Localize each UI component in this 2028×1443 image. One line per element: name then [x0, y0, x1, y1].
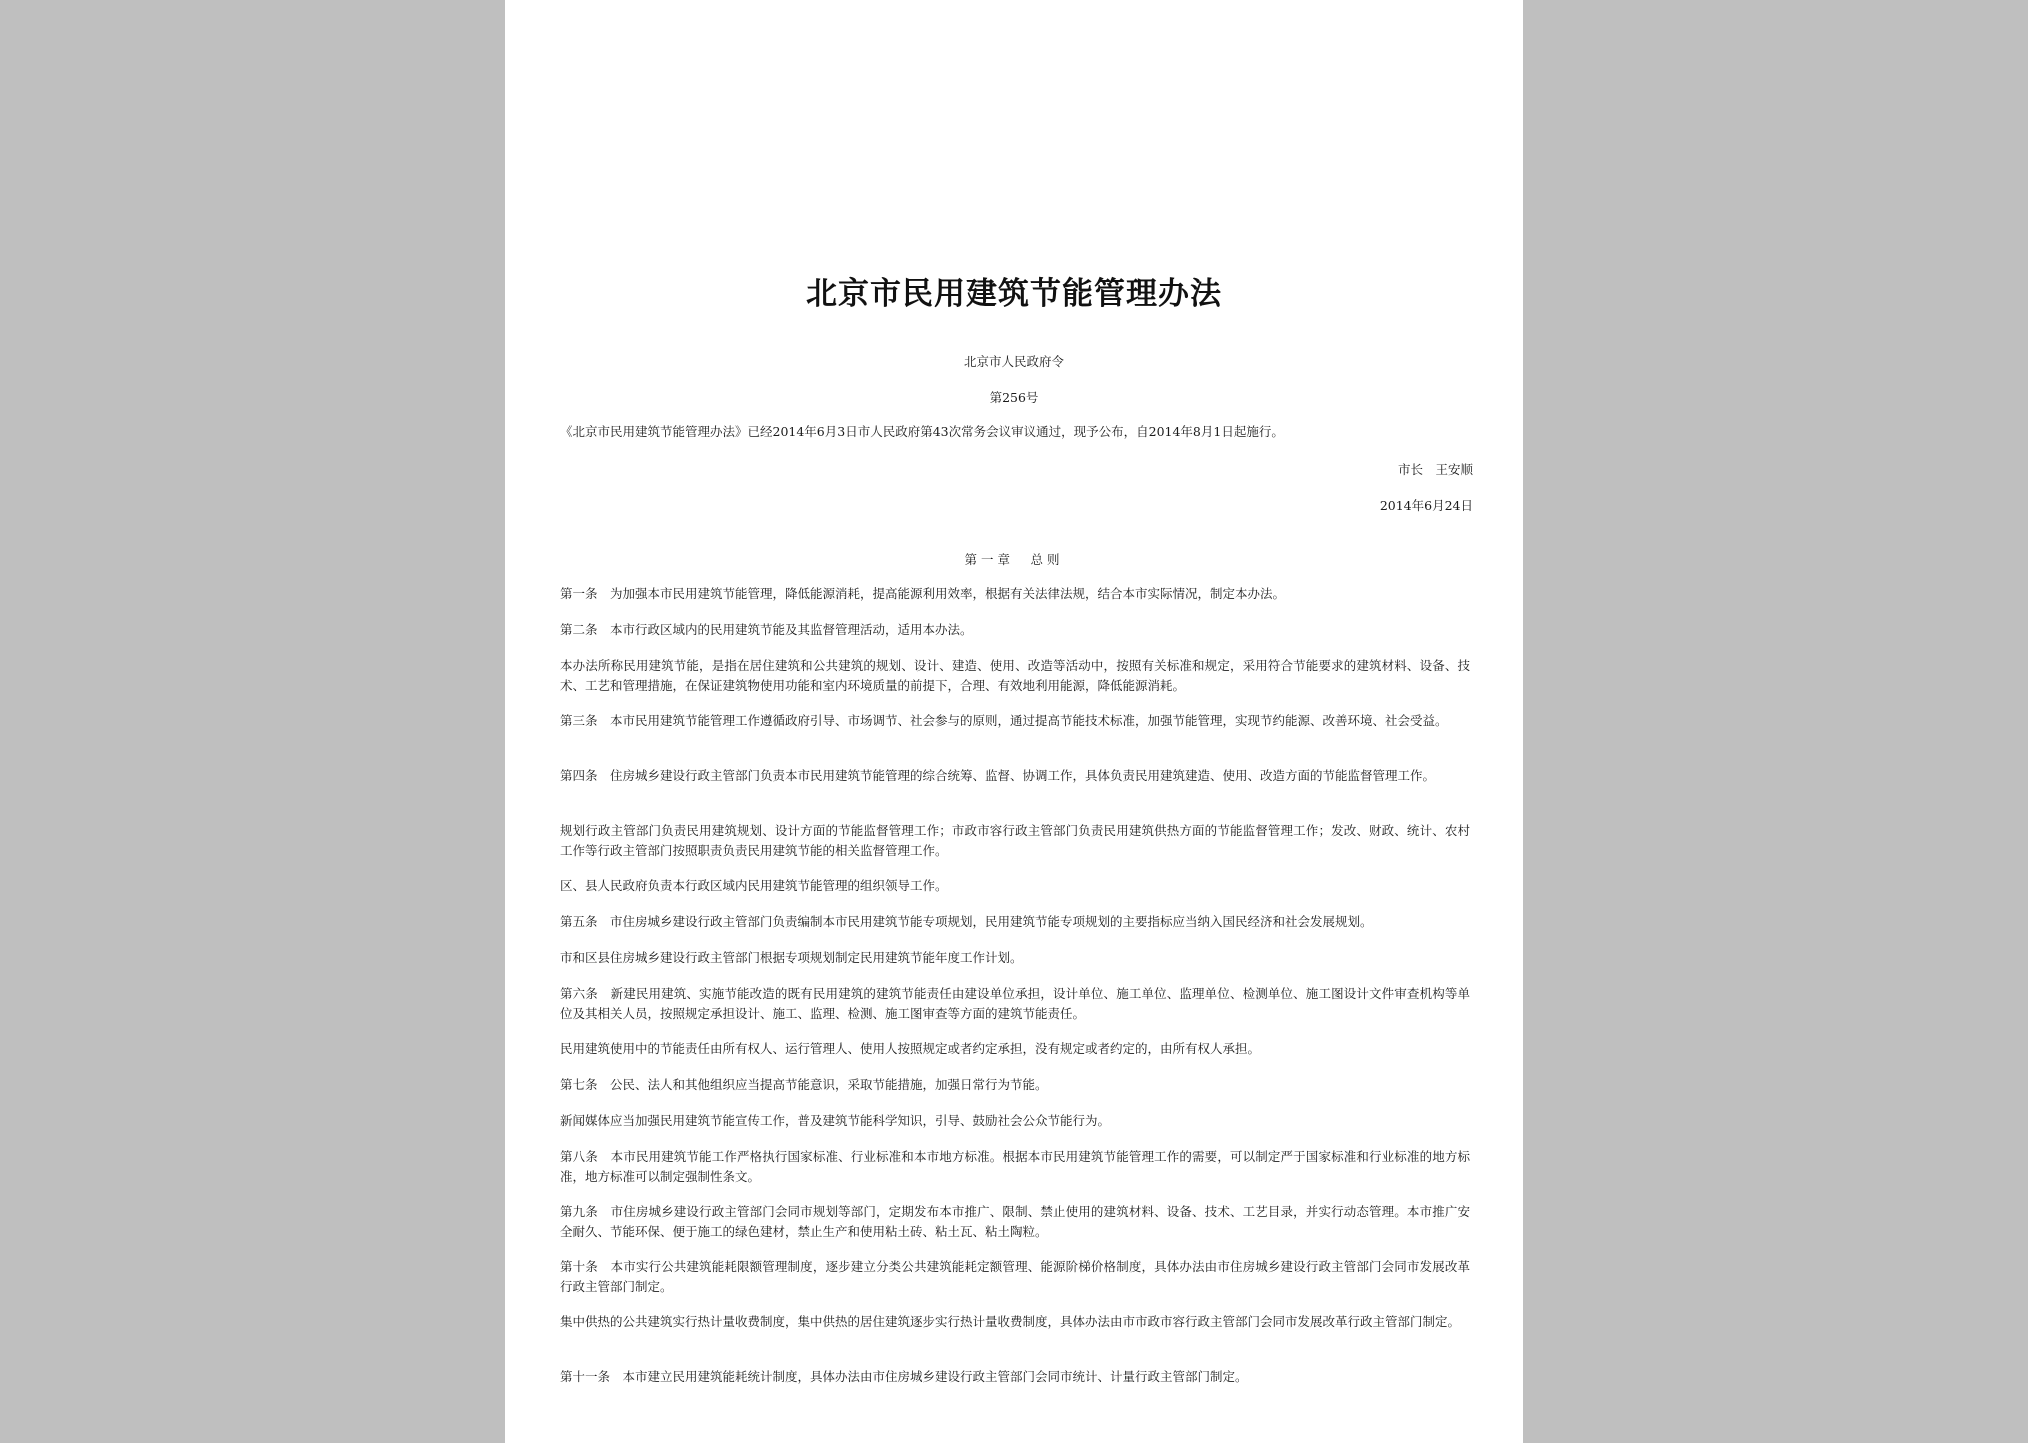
article-paragraph: 第八条 本市民用建筑节能工作严格执行国家标准、行业标准和本市地方标准。根据本市民用建筑节能管理工作的需要，可以制定严于国家标准和行业标准的地方标准，地方标准可以制定强制性条文。	[560, 1149, 1470, 1184]
article-paragraph: 第六条 新建民用建筑、实施节能改造的既有民用建筑的建筑节能责任由建设单位承担，设计单位、施工单位、监理单位、检测单位、施工图设计文件审查机构等单位及其相关人员，按照规定承担设计、施工、监理、检测、施工图审查等方面的建筑节能责任。	[560, 986, 1470, 1021]
article-paragraph: 民用建筑使用中的节能责任由所有权人、运行管理人、使用人按照规定或者约定承担，没有规定或者约定的，由所有权人承担。	[560, 1041, 1261, 1056]
article-paragraph: 市和区县住房城乡建设行政主管部门根据专项规划制定民用建筑节能年度工作计划。	[560, 950, 1023, 965]
article-paragraph: 第三条 本市民用建筑节能管理工作遵循政府引导、市场调节、社会参与的原则，通过提高节能技术标准，加强节能管理，实现节约能源、改善环境、社会受益。	[560, 713, 1448, 728]
order-number: 第256号	[989, 390, 1039, 405]
chapter-heading: 第一章 总则	[964, 552, 1064, 567]
article-paragraph: 规划行政主管部门负责民用建筑规划、设计方面的节能监督管理工作；市政市容行政主管部门负责民用建筑供热方面的节能监督管理工作；发改、财政、统计、农村工作等行政主管部门按照职责负责民用建筑节能的相关监督管理工作。	[560, 823, 1470, 858]
article-paragraph: 第十一条 本市建立民用建筑能耗统计制度，具体办法由市住房城乡建设行政主管部门会同市统计、计量行政主管部门制定。	[560, 1369, 1248, 1384]
article-paragraph: 本办法所称民用建筑节能，是指在居住建筑和公共建筑的规划、设计、建造、使用、改造等活动中，按照有关标准和规定，采用符合节能要求的建筑材料、设备、技术、工艺和管理措施，在保证建筑物使用功能和室内环境质量的前提下，合理、有效地利用能源，降低能源消耗。	[560, 658, 1470, 693]
article-paragraph: 第五条 市住房城乡建设行政主管部门负责编制本市民用建筑节能专项规划，民用建筑节能专项规划的主要指标应当纳入国民经济和社会发展规划。	[560, 914, 1373, 929]
article-paragraph: 第四条 住房城乡建设行政主管部门负责本市民用建筑节能管理的综合统筹、监督、协调工作，具体负责民用建筑建造、使用、改造方面的节能监督管理工作。	[560, 768, 1436, 783]
article-paragraph: 第七条 公民、法人和其他组织应当提高节能意识，采取节能措施，加强日常行为节能。	[560, 1077, 1048, 1092]
document-title: 北京市民用建筑节能管理办法	[806, 276, 1222, 312]
article-paragraph: 新闻媒体应当加强民用建筑节能宣传工作，普及建筑节能科学知识，引导、鼓励社会公众节能行为。	[560, 1113, 1111, 1128]
date-line: 2014年6月24日	[1379, 498, 1473, 513]
promulgation-paragraph: 《北京市民用建筑节能管理办法》已经2014年6月3日市人民政府第43次常务会议审议通过，现予公布，自2014年8月1日起施行。	[560, 424, 1284, 439]
article-paragraph: 集中供热的公共建筑实行热计量收费制度，集中供热的居住建筑逐步实行热计量收费制度，具体办法由市市政市容行政主管部门会同市发展改革行政主管部门制定。	[560, 1314, 1461, 1329]
article-paragraph: 第十条 本市实行公共建筑能耗限额管理制度，逐步建立分类公共建筑能耗定额管理、能源阶梯价格制度，具体办法由市住房城乡建设行政主管部门会同市发展改革行政主管部门制定。	[560, 1259, 1470, 1294]
document-page	[505, 0, 1523, 1443]
article-paragraph: 第九条 市住房城乡建设行政主管部门会同市规划等部门，定期发布本市推广、限制、禁止使用的建筑材料、设备、技术、工艺目录，并实行动态管理。本市推广安全耐久、节能环保、便于施工的绿色建材，禁止生产和使用粘土砖、粘土瓦、粘土陶粒。	[560, 1204, 1470, 1239]
article-paragraph: 第二条 本市行政区域内的民用建筑节能及其监督管理活动，适用本办法。	[560, 622, 973, 637]
issuer-line: 北京市人民政府令	[963, 354, 1064, 369]
article-paragraph: 第一条 为加强本市民用建筑节能管理，降低能源消耗，提高能源利用效率，根据有关法律法规，结合本市实际情况，制定本办法。	[560, 586, 1286, 601]
signature-line: 市长 王安顺	[1397, 462, 1473, 477]
article-paragraph: 区、县人民政府负责本行政区域内民用建筑节能管理的组织领导工作。	[560, 878, 948, 893]
